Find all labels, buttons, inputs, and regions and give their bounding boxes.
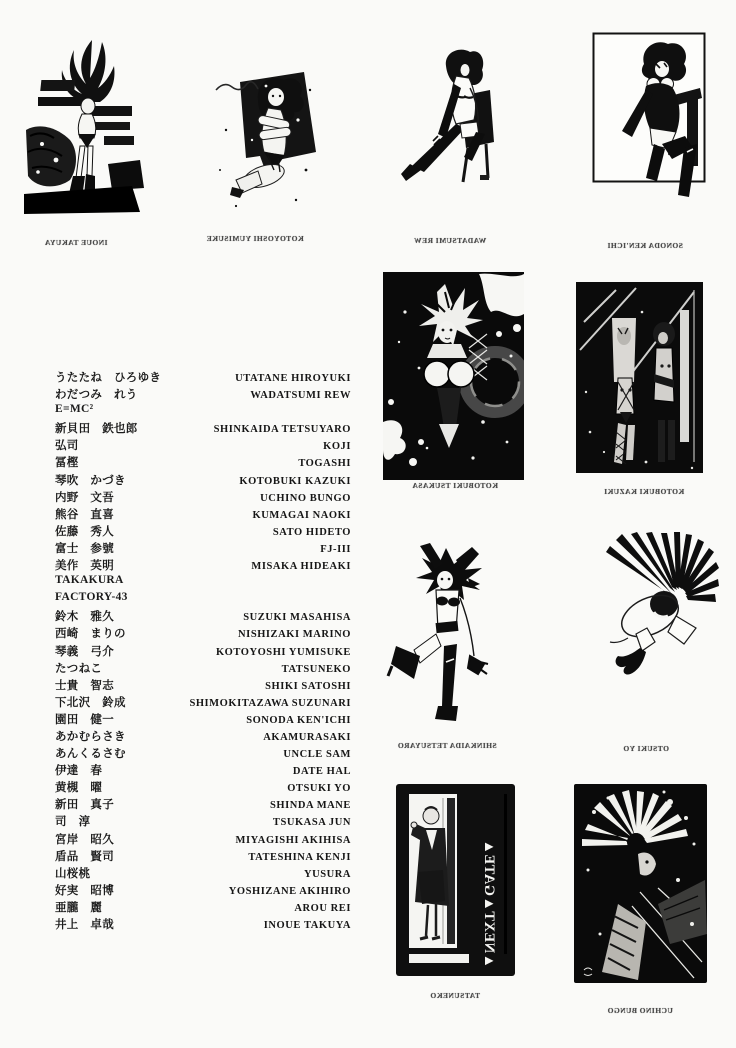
roster-row [55,523,351,540]
artist-name-jp: たつねこ [55,662,103,675]
artist-roster [55,369,351,933]
artist-name-jp: 富士 参號 [55,542,114,555]
roster-row [55,454,351,471]
artist-name-en: SHINKAIDA TETSUYARO [213,424,351,436]
roster-row [55,865,351,882]
artist-name-jp: わだつみ れう [55,389,138,402]
artist-name-jp: 西崎 まりの [55,628,126,641]
artist-name-jp: あんくるさむ [55,748,126,761]
artist-name-en: UNCLE SAM [283,749,351,761]
roster-row [55,608,351,625]
roster-row [55,643,351,660]
roster-row [55,540,351,557]
roster-row [55,762,351,779]
roster-row [55,728,351,745]
artist-name-jp: FACTORY-43 [55,591,128,604]
artwork-tatsuneko [396,784,515,976]
artist-name-jp: 士貴 智志 [55,679,114,692]
artwork-kotobuki-tsukasa-drawing [383,272,524,480]
artist-name-jp: 黄槻 曜 [55,782,103,795]
artwork-sonoda-kenichi-drawing [592,32,706,204]
artwork-uchino-bungo-drawing [574,784,707,983]
caption-uchino-bungo: UCHINO BUNGO [607,1006,673,1015]
artist-name-en: OTSUKI YO [287,783,351,795]
artist-name-en: SHINDA MANE [269,800,351,812]
artist-name-en: NISHIZAKI MARINO [238,629,351,641]
roster-row [55,625,351,642]
artist-name-en: KOJI [323,441,351,453]
artwork-uchino-bungo [574,784,707,983]
artist-name-en: YOSHIZANE AKIHIRO [228,885,351,897]
artist-name-en: KUMAGAI NAOKI [252,509,351,521]
caption-shinkaida-tetsuyaro: SHINKAIDA TETSUYARO [397,741,497,750]
artwork-sonoda-kenichi [592,32,706,204]
roster-row [55,882,351,899]
artwork-kotoyoshi-yumisuke-drawing [206,60,320,220]
artist-name-en: FJ-III [320,543,351,555]
artist-name-en: KOTOYOSHI YUMISUKE [215,646,351,658]
roster-row [55,489,351,506]
artist-name-jp: 新田 真子 [55,799,114,812]
caption-otsuki-yo: OTSUKI YO [622,744,670,753]
artist-name-jp: 宮岸 昭久 [55,833,114,846]
artist-name-en: DATE HAL [292,766,351,778]
artist-name-jp: 美作 英明 [55,560,114,573]
roster-row [55,660,351,677]
roster-row [55,899,351,916]
artist-name-en: WADATSUMI REW [250,390,351,402]
artist-name-jp: 井上 卓哉 [55,919,114,931]
artwork-inoue-takuya-drawing [20,36,146,226]
roster-row [55,813,351,830]
caption-kotobuki-tsukasa: KOTOBUKI TSUKASA [412,481,498,490]
artist-name-en: SATO HIDETO [272,526,351,538]
artwork-otsuki-yo-drawing [592,530,719,680]
artist-name-en: INOUE TAKUYA [263,920,351,931]
artist-name-en: SONODA KEN'ICHI [246,714,351,726]
artist-name-en: KOTOBUKI KAZUKI [239,475,351,487]
artist-name-jp: 熊谷 直喜 [55,508,114,521]
artist-name-jp: 冨樫 [55,457,79,470]
roster-row [55,711,351,728]
roster-row [55,574,351,591]
artist-name-jp: 新貝田 鉄也郎 [55,423,138,436]
roster-row [55,677,351,694]
artist-name-en: UCHINO BUNGO [260,492,351,504]
artist-name-en: TATESHINA KENJI [248,851,351,863]
artwork-shinkaida-tetsuyaro-drawing [386,538,500,728]
roster-row [55,779,351,796]
artist-name-en: SUZUKI MASAHISA [243,612,351,624]
artist-name-jp: 下北沢 鈴成 [55,696,126,709]
artist-name-jp: 山桜桃 [55,867,91,880]
artist-name-en: SHIKI SATOSHI [265,680,351,692]
roster-row [55,831,351,848]
roster-row [55,694,351,711]
roster-row [55,437,351,454]
artist-name-jp: 亜朧 麗 [55,901,103,914]
artwork-kotobuki-tsukasa [383,272,524,480]
artist-name-jp: 弘司 [55,440,79,453]
caption-inoue-takuya: INOUE TAKUYA [44,238,108,247]
artist-name-jp: 琴義 弓介 [55,645,114,658]
roster-row [55,796,351,813]
artist-name-en: AKAMURASAKI [263,731,351,743]
artist-name-en: YUSURA [303,868,351,880]
artist-name-jp: 司 淳 [55,816,91,829]
artwork-wadatsumi-rew-drawing [398,40,512,200]
caption-kotobuki-kazuki: KOTOBUKI KAZUKI [603,487,685,496]
tatsuneko-inset-text: ▲NEXT▲GATE▲ [481,839,497,968]
roster-row [55,369,351,386]
roster-row [55,472,351,489]
artist-name-jp: E=MC² [55,403,94,416]
roster-row [55,916,351,933]
roster-row [55,506,351,523]
artwork-shinkaida-tetsuyaro [386,538,500,728]
roster-row [55,745,351,762]
artist-name-jp: あかむらさき [55,730,126,743]
artwork-kotobuki-kazuki-drawing [576,282,703,473]
roster-row [55,591,351,608]
artist-name-jp: 琴吹 かづき [55,474,126,487]
artist-name-en: SHIMOKITAZAWA SUZUNARI [189,697,351,709]
artist-name-en: TSUKASA JUN [272,817,351,829]
roster-row [55,420,351,437]
artist-name-jp: 伊達 春 [55,765,103,778]
artist-name-en: TOGASHI [298,458,351,470]
artist-name-jp: TAKAKURA [55,574,124,587]
artist-name-en: MIYAGISHI AKIHISA [235,834,351,846]
artwork-wadatsumi-rew [398,40,512,200]
roster-row [55,557,351,574]
artist-name-jp: 佐藤 秀人 [55,525,114,538]
artist-name-jp: うたたね ひろゆき [55,372,162,384]
artist-name-jp: 園田 健一 [55,713,114,726]
artist-name-jp: 内野 文吾 [55,491,114,504]
roster-row [55,386,351,403]
roster-row [55,848,351,865]
artist-name-jp: 好実 昭博 [55,884,114,897]
caption-sonoda-kenichi: SONODA KEN'ICHI [607,241,683,250]
artwork-kotobuki-kazuki [576,282,703,473]
roster-row [55,403,351,420]
artist-name-en: AROU REI [294,902,351,914]
artwork-kotoyoshi-yumisuke [206,60,320,220]
artwork-inoue-takuya [20,36,146,226]
caption-wadatsumi-rew: WADATSUMI REW [413,236,487,245]
artist-name-en: MISAKA HIDEAKI [251,561,351,573]
artist-name-en: TATSUNEKO [281,663,351,675]
artist-name-jp: 鈴木 雅久 [55,611,114,624]
artist-name-en: UTATANE HIROYUKI [235,373,351,384]
caption-kotoyoshi-yumisuke: KOTOYOSHI YUMISUKE [206,234,304,243]
artist-name-jp: 盾品 賢司 [55,850,114,863]
artwork-otsuki-yo [592,530,719,680]
artwork-tatsuneko-drawing [396,784,515,976]
caption-tatsuneko: TATSUNEKO [429,991,481,1000]
